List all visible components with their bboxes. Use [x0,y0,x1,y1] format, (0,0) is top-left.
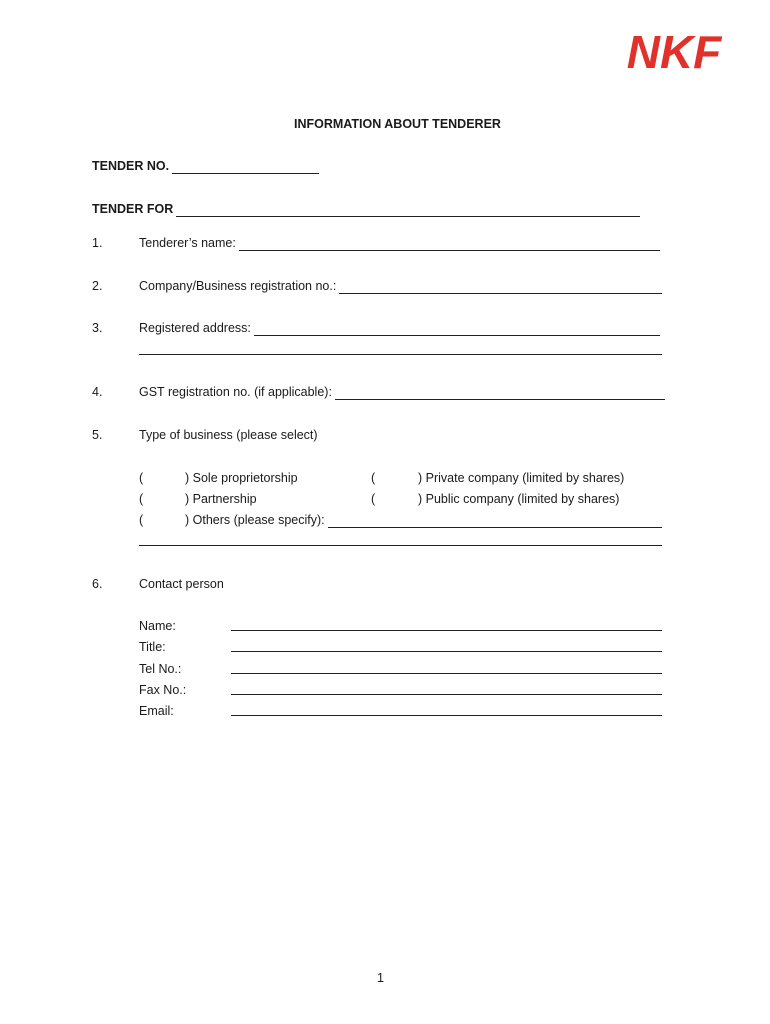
contact-email-label: Email: [139,704,174,718]
tender-no-field[interactable] [92,158,319,174]
private-company-checkbox[interactable]: ( [371,471,376,485]
item-number-5: 5. [92,428,103,442]
sole-proprietorship-checkbox[interactable]: ( [139,471,144,485]
tender-no-blank[interactable] [172,161,319,174]
nkf-logo-text: NKF [626,30,722,72]
others-blank[interactable] [328,515,662,528]
nkf-logo [612,30,736,72]
item-number-2: 2. [92,279,103,293]
partnership-label: ) Partnership [185,492,257,506]
private-company-label: ) Private company (limited by shares) [418,471,625,485]
others-checkbox[interactable]: ( [139,513,144,527]
item-number-3: 3. [92,321,103,335]
page-number: 1 [377,971,384,985]
gst-no-field[interactable] [139,384,665,400]
others-line-2[interactable] [139,545,662,546]
tender-for-label: TENDER FOR [92,202,174,216]
item-number-1: 1. [92,236,103,250]
registration-no-field[interactable] [139,278,662,294]
public-company-checkbox[interactable]: ( [371,492,376,506]
gst-no-label: GST registration no. (if applicable): [139,385,332,399]
page-title: INFORMATION ABOUT TENDERER [294,117,501,131]
contact-name-label: Name: [139,619,176,633]
tenderer-name-label: Tenderer’s name: [139,236,236,250]
contact-title-label: Title: [139,640,166,654]
business-type-label: Type of business (please select) [139,428,318,442]
contact-tel-label: Tel No.: [139,662,182,676]
tender-no-label: TENDER NO. [92,159,170,173]
contact-tel-input[interactable] [231,673,662,674]
item-number-6: 6. [92,577,103,591]
registered-address-blank[interactable] [254,323,660,336]
contact-title-input[interactable] [231,651,662,652]
registered-address-field[interactable] [139,320,660,336]
partnership-checkbox[interactable]: ( [139,492,144,506]
tender-for-blank[interactable] [176,204,640,217]
contact-fax-input[interactable] [231,694,662,695]
contact-name-input[interactable] [231,630,662,631]
tenderer-name-blank[interactable] [239,238,660,251]
gst-no-blank[interactable] [335,387,665,400]
tender-for-field[interactable] [92,201,640,217]
item-number-4: 4. [92,385,103,399]
others-field[interactable] [185,512,662,528]
registration-no-label: Company/Business registration no.: [139,279,337,293]
contact-fax-label: Fax No.: [139,683,187,697]
registered-address-label: Registered address: [139,321,251,335]
others-label: ) Others (please specify): [185,513,325,527]
registered-address-line-2[interactable] [139,354,662,355]
contact-person-label: Contact person [139,577,224,591]
tenderer-name-field[interactable] [139,235,660,251]
sole-proprietorship-label: ) Sole proprietorship [185,471,298,485]
contact-email-input[interactable] [231,715,662,716]
registration-no-blank[interactable] [339,281,662,294]
public-company-label: ) Public company (limited by shares) [418,492,620,506]
